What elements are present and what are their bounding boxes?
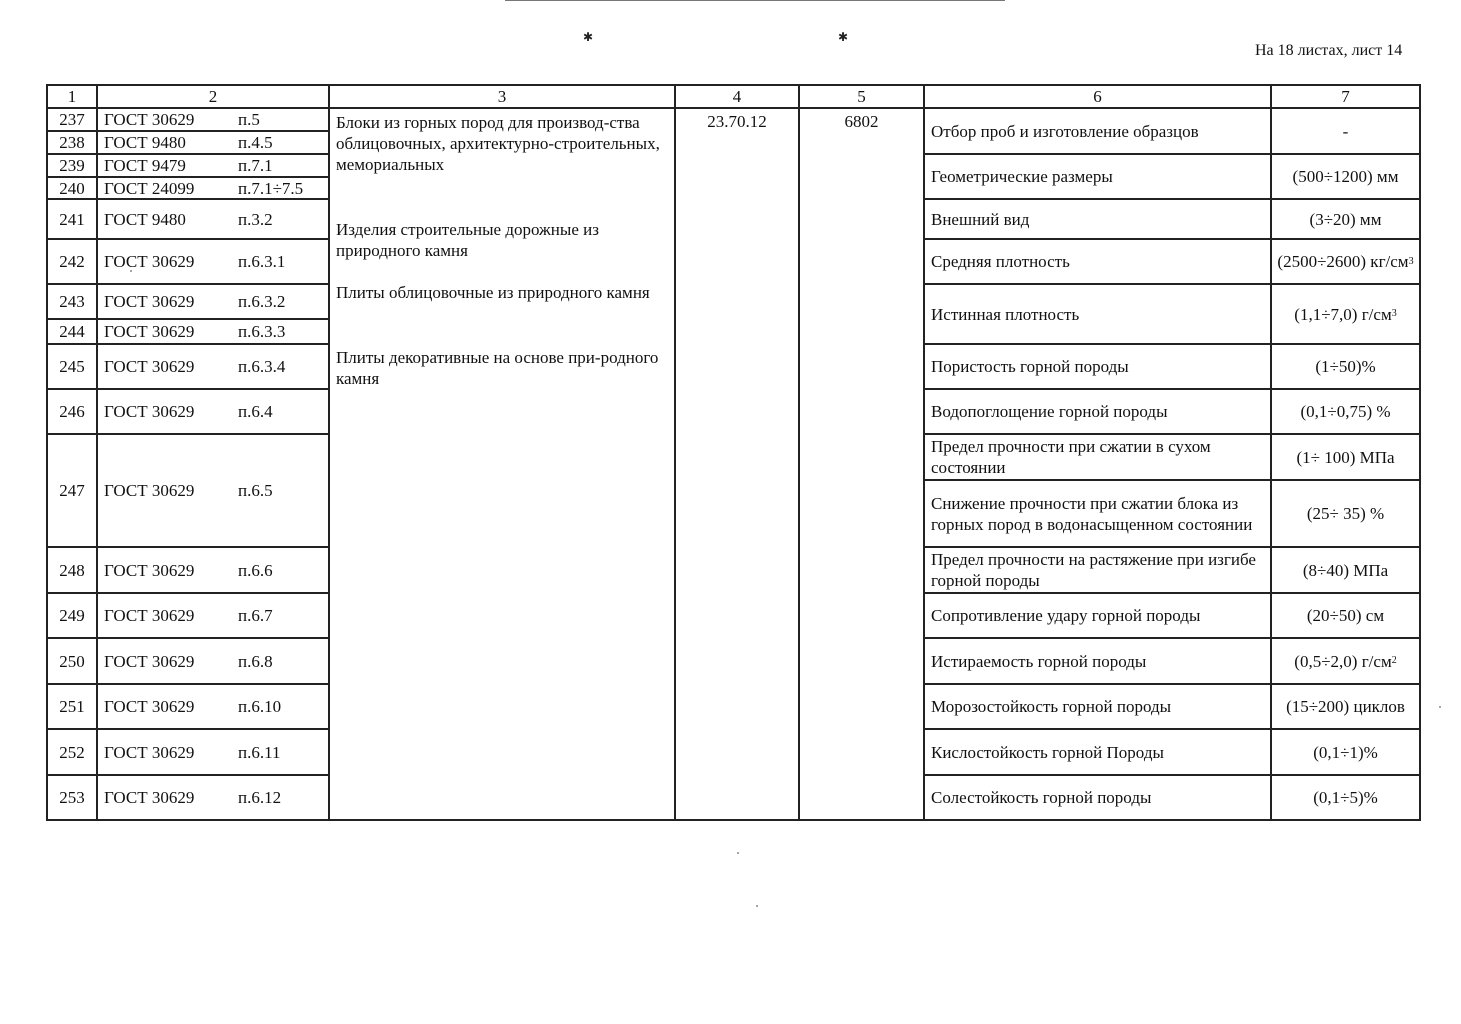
characteristic-range: (0,1÷1)% bbox=[1270, 728, 1421, 774]
gost-para: п.6.12 bbox=[238, 788, 282, 807]
gost-code: ГОСТ 30629 bbox=[104, 110, 195, 129]
gost-para: п.6.8 bbox=[238, 651, 273, 671]
gost-code: ГОСТ 30629 bbox=[104, 252, 195, 271]
characteristic-name: Пористость горной породы bbox=[923, 343, 1270, 388]
characteristic-range: - bbox=[1270, 107, 1421, 153]
characteristic-range: (0,1÷0,75) % bbox=[1270, 388, 1421, 433]
characteristic-range: (8÷40) МПа bbox=[1270, 546, 1421, 592]
gost-code: ГОСТ 30629 bbox=[104, 651, 195, 671]
characteristic-range: (500÷1200) мм bbox=[1270, 153, 1421, 198]
characteristic-name: Снижение прочности при сжатии блока из горных пород в водонасыщенном состоянии bbox=[923, 479, 1270, 546]
column-header: 3 bbox=[328, 84, 674, 107]
gost-ref bbox=[96, 153, 328, 176]
certification-table bbox=[46, 84, 1421, 821]
okpd-code: 23.70.12 bbox=[674, 107, 798, 821]
scan-speck bbox=[737, 852, 739, 854]
gost-para: п.7.1÷7.5 bbox=[238, 178, 304, 198]
gost-code: ГОСТ 30629 bbox=[104, 742, 195, 762]
gost-ref bbox=[96, 318, 328, 343]
row-number: 252 bbox=[46, 728, 96, 774]
scan-mark-icon: ✱ bbox=[583, 30, 594, 44]
gost-code: ГОСТ 30629 bbox=[104, 322, 195, 341]
row-number: 240 bbox=[46, 176, 96, 198]
column-header: 6 bbox=[923, 84, 1270, 107]
gost-ref bbox=[96, 683, 328, 728]
gost-para: п.6.7 bbox=[238, 606, 273, 625]
gost-para: п.6.10 bbox=[238, 697, 282, 716]
row-number: 239 bbox=[46, 153, 96, 176]
characteristic-range: (1÷50)% bbox=[1270, 343, 1421, 388]
gost-code: ГОСТ 30629 bbox=[104, 560, 195, 580]
characteristic-range: (1÷ 100) МПа bbox=[1270, 433, 1421, 479]
gost-para: п.3.2 bbox=[238, 209, 273, 229]
gost-para: п.5 bbox=[238, 110, 260, 129]
gost-para: п.6.6 bbox=[238, 560, 273, 580]
gost-code: ГОСТ 30629 bbox=[104, 402, 195, 421]
gost-ref bbox=[96, 176, 328, 198]
gost-code: ГОСТ 30629 bbox=[104, 292, 195, 311]
gost-ref bbox=[96, 343, 328, 388]
characteristic-name: Отбор проб и изготовление образцов bbox=[923, 107, 1270, 153]
object-facing-slabs: Плиты облицовочные из природного камня bbox=[336, 283, 650, 302]
gost-para: п.6.5 bbox=[238, 481, 273, 500]
gost-para: п.6.11 bbox=[238, 742, 281, 762]
gost-ref bbox=[96, 637, 328, 683]
gost-code: ГОСТ 30629 bbox=[104, 606, 195, 625]
gost-code: ГОСТ 30629 bbox=[104, 481, 195, 500]
gost-para: п.6.3.4 bbox=[238, 357, 286, 376]
characteristic-name: Водопоглощение горной породы bbox=[923, 388, 1270, 433]
characteristic-range: (25÷ 35) % bbox=[1270, 479, 1421, 546]
characteristic-name: Внешний вид bbox=[923, 198, 1270, 238]
row-number: 242 bbox=[46, 238, 96, 283]
characteristic-range: (1,1÷7,0) г/см 3 bbox=[1270, 283, 1421, 343]
range-text: (2500÷2600) кг/см bbox=[1277, 252, 1409, 271]
sheet-info: На 18 листах, лист 14 bbox=[1255, 42, 1403, 59]
gost-code: ГОСТ 9480 bbox=[104, 209, 186, 229]
range-text: (1,1÷7,0) г/см bbox=[1294, 304, 1392, 324]
gost-code: ГОСТ 9480 bbox=[104, 133, 186, 152]
row-number: 244 bbox=[46, 318, 96, 343]
characteristic-name: Предел прочности на растяжение при изгибе горной породы bbox=[923, 546, 1270, 592]
row-number: 251 bbox=[46, 683, 96, 728]
gost-para: п.4.5 bbox=[238, 133, 273, 152]
gost-ref bbox=[96, 283, 328, 318]
gost-code: ГОСТ 24099 bbox=[104, 178, 195, 198]
characteristic-name: Геометрические размеры bbox=[923, 153, 1270, 198]
gost-para: п.7.1 bbox=[238, 156, 273, 175]
row-number: 253 bbox=[46, 774, 96, 821]
gost-code: ГОСТ 9479 bbox=[104, 156, 186, 175]
column-header: 7 bbox=[1270, 84, 1421, 107]
object-road-products: Изделия строительные дорожные из природного камня bbox=[336, 220, 599, 260]
gost-ref bbox=[96, 130, 328, 153]
gost-ref bbox=[96, 774, 328, 821]
characteristic-name: Истинная плотность bbox=[923, 283, 1270, 343]
tnved-code: 6802 bbox=[798, 107, 923, 821]
characteristic-name: Сопротивление удару горной породы bbox=[923, 592, 1270, 637]
characteristic-name: Истираемость горной породы bbox=[923, 637, 1270, 683]
gost-para: п.6.3.1 bbox=[238, 252, 286, 271]
scan-speck bbox=[756, 905, 758, 907]
gost-ref bbox=[96, 433, 328, 546]
characteristic-range: (2500÷2600) кг/см 3 bbox=[1270, 238, 1421, 283]
characteristic-range: (15÷200) циклов bbox=[1270, 683, 1421, 728]
characteristic-range: (3÷20) мм bbox=[1270, 198, 1421, 238]
row-number: 238 bbox=[46, 130, 96, 153]
gost-code: ГОСТ 30629 bbox=[104, 788, 195, 807]
row-number: 249 bbox=[46, 592, 96, 637]
gost-para: п.6.4 bbox=[238, 402, 273, 421]
gost-ref bbox=[96, 546, 328, 592]
characteristic-range: (0,1÷5)% bbox=[1270, 774, 1421, 821]
characteristic-range: (0,5÷2,0) г/см 2 bbox=[1270, 637, 1421, 683]
characteristic-name: Кислостойкость горной Породы bbox=[923, 728, 1270, 774]
column-header: 5 bbox=[798, 84, 923, 107]
gost-ref bbox=[96, 728, 328, 774]
characteristic-name: Солестойкость горной породы bbox=[923, 774, 1270, 821]
row-number: 241 bbox=[46, 198, 96, 238]
characteristic-name: Средняя плотность bbox=[923, 238, 1270, 283]
row-number: 248 bbox=[46, 546, 96, 592]
column-header: 2 bbox=[96, 84, 328, 107]
range-text: (0,5÷2,0) г/см bbox=[1294, 651, 1392, 671]
gost-para: п.6.3.3 bbox=[238, 322, 286, 341]
row-number: 247 bbox=[46, 433, 96, 546]
row-number: 237 bbox=[46, 107, 96, 130]
scan-speck bbox=[1439, 706, 1441, 708]
object-blocks: Блоки из горных пород для производ-ства облицовочных, архитектурно-строительных, мемориальных bbox=[336, 113, 660, 174]
characteristic-name: Морозостойкость горной породы bbox=[923, 683, 1270, 728]
product-objects bbox=[328, 107, 674, 821]
row-number: 250 bbox=[46, 637, 96, 683]
row-number: 245 bbox=[46, 343, 96, 388]
gost-ref bbox=[96, 198, 328, 238]
object-decorative-slabs: Плиты декоративные на основе при-родного камня bbox=[336, 348, 659, 388]
characteristic-name: Предел прочности при сжатии в сухом состоянии bbox=[923, 433, 1270, 479]
column-header: 4 bbox=[674, 84, 798, 107]
gost-code: ГОСТ 30629 bbox=[104, 697, 195, 716]
top-edge-line bbox=[505, 0, 1005, 1]
gost-para: п.6.3.2 bbox=[238, 292, 286, 311]
row-number: 246 bbox=[46, 388, 96, 433]
column-header: 1 bbox=[46, 84, 96, 107]
characteristic-range: (20÷50) см bbox=[1270, 592, 1421, 637]
scan-mark-icon: ✱ bbox=[838, 30, 849, 44]
gost-ref bbox=[96, 592, 328, 637]
row-number: 243 bbox=[46, 283, 96, 318]
gost-ref bbox=[96, 238, 328, 283]
gost-ref bbox=[96, 388, 328, 433]
gost-code: ГОСТ 30629 bbox=[104, 357, 195, 376]
gost-ref bbox=[96, 107, 328, 130]
